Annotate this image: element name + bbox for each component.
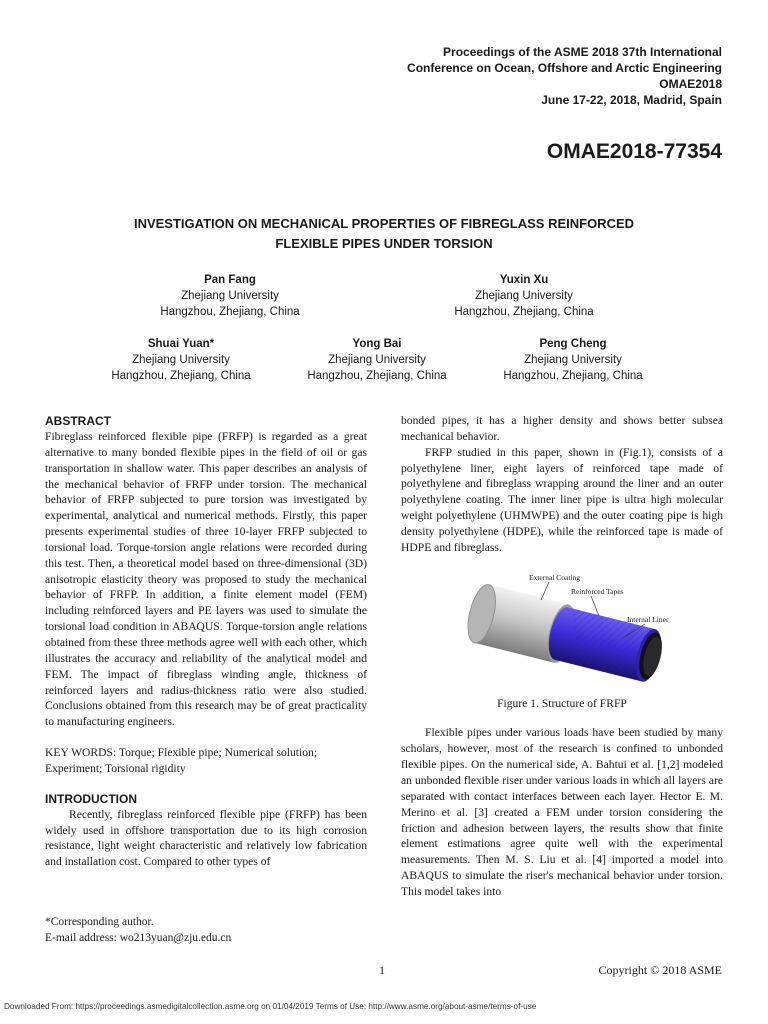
conference-line: OMAE2018: [659, 77, 722, 91]
introduction-heading: INTRODUCTION: [45, 791, 137, 806]
abstract-heading: ABSTRACT: [45, 414, 111, 428]
author-name: Peng Cheng: [539, 338, 607, 350]
author-block: [453, 336, 693, 384]
author-location: Hangzhou, Zhejiang, China: [503, 370, 643, 382]
introduction-paragraph: Recently, fibreglass reinforced flexible pipe (FRFP) has been widely used in offshore transportation due to its high corrosion resistance, light weight characteristic and relatively low fabrication and installation cost. Compared to other types of: [45, 807, 367, 869]
abstract-text: Fibreglass reinforced flexible pipe (FRFP) is regarded as a great alternative to many bonded flexible pipes in the field of oil or gas transportation in shallow water. This paper describes an analysis of the mechanical behavior of FRFP under torsion. The mechanical behavior of FRFP subjected to pure torsion was investigated by experimental, analytical and numerical methods. Firstly, this paper presents experimental studies of three 10-layer FRFP subjected to torsional load. Torque-torsion angle relations were recorded during this test. Then, a theoretical model based on three-dimensional (3D) anisotropic elasticity theory was proposed to study the mechanical behavior of FRFP. In addition, a finite element model (FEM) including reinforced layers and PE layers was used to simulate the torsional load condition in ABAQUS. Torque-torsion angle relations obtained from these three methods agree well with each other, which illustrates the accuracy and reliability of the analytical model and FEM. The impact of fibreglass winding angle, thickness of reinforced layers and radius-thickness ratio were also studied. Conclusions obtained from this research may be of great practicality to manufacturing engineers.: [45, 430, 367, 729]
title-line: FLEXIBLE PIPES UNDER TORSION: [275, 236, 493, 251]
conference-line: Proceedings of the ASME 2018 37th International: [443, 45, 722, 59]
footnote: [45, 914, 231, 946]
figure-frfp-structure: [401, 566, 723, 696]
author-affiliation: Zhejiang University: [328, 354, 426, 366]
download-notice: Downloaded From: https://proceedings.asmedigitalcollection.asme.org on 01/04/2019 Terms of Use: http://www.asme.org/about-asme/terms-of-use: [4, 1002, 537, 1011]
paper-title: [60, 214, 708, 254]
author-location: Hangzhou, Zhejiang, China: [307, 370, 447, 382]
author-block: [404, 272, 644, 320]
label-external-coating: External Coating: [529, 572, 581, 582]
copyright: Copyright © 2018 ASME: [598, 963, 722, 977]
author-location: Hangzhou, Zhejiang, China: [454, 306, 594, 318]
author-location: Hangzhou, Zhejiang, China: [160, 306, 300, 318]
figure-caption: Figure 1. Structure of FRFP: [497, 696, 627, 710]
pipe-illustration: [401, 566, 723, 696]
right-column: [401, 413, 723, 900]
page-number: 1: [379, 963, 385, 977]
keywords: KEY WORDS: Torque; Flexible pipe; Numerical solution; Experiment; Torsional rigidity: [45, 746, 318, 775]
left-column: [45, 413, 367, 870]
author-name: Pan Fang: [204, 274, 256, 286]
author-affiliation: Zhejiang University: [132, 354, 230, 366]
conference-line: Conference on Ocean, Offshore and Arctic Engineering: [407, 61, 722, 75]
author-name: Shuai Yuan*: [147, 338, 215, 350]
author-location: Hangzhou, Zhejiang, China: [111, 370, 251, 382]
author-affiliation: Zhejiang University: [181, 290, 279, 302]
author-block: [110, 272, 350, 320]
title-line: INVESTIGATION ON MECHANICAL PROPERTIES OF FIBREGLASS REINFORCED: [133, 216, 635, 231]
body-paragraph: bonded pipes, it has a higher density and shows better subsea mechanical behavior.: [401, 414, 723, 443]
conference-header: [407, 44, 722, 108]
footnote-corresponding: *Corresponding author.: [45, 916, 154, 928]
label-internal-liner: Internal Liner: [627, 614, 669, 624]
label-reinforced-tapes: Reinforced Tapes: [571, 586, 624, 596]
body-paragraph: FRFP studied in this paper, shown in (Fig.1), consists of a polyethylene liner, eight layers of reinforced tape made of polyethylene and fibreglass wrapping around the liner and an outer polyethylene coating. The inner liner pipe is ultra high molecular weight polyethylene (UHMWPE) and the outer coating pipe is high density polyethylene (HDPE), while the reinforced tape is made of HDPE and fibreglass.: [401, 445, 723, 554]
body-paragraph: Flexible pipes under various loads have been studied by many scholars, however, most of the research is confined to unbonded flexible pipes. On the numerical side, A. Bahtui et al. [1,2] modeled an unbonded flexible riser under various loads in which all layers are separated with contact interfaces between each layer. Hector E. M. Merino et al. [3] created a FEM under torsion considering the friction and adhesion between layers, the results show that finite element estimations agree quite well with the experimental measurements. Then M. S. Liu et al. [4] imported a model into ABAQUS to simulate the riser's mechanical behavior under torsion. This model takes into: [401, 726, 723, 898]
paper-id: OMAE2018-77354: [546, 140, 722, 163]
author-affiliation: Zhejiang University: [475, 290, 573, 302]
conference-date: June 17-22, 2018, Madrid, Spain: [541, 93, 722, 107]
author-affiliation: Zhejiang University: [524, 354, 622, 366]
footnote-email: E-mail address: wo213yuan@zju.edu.cn: [45, 932, 232, 944]
author-name: Yuxin Xu: [499, 274, 549, 286]
author-name: Yong Bai: [352, 338, 402, 350]
